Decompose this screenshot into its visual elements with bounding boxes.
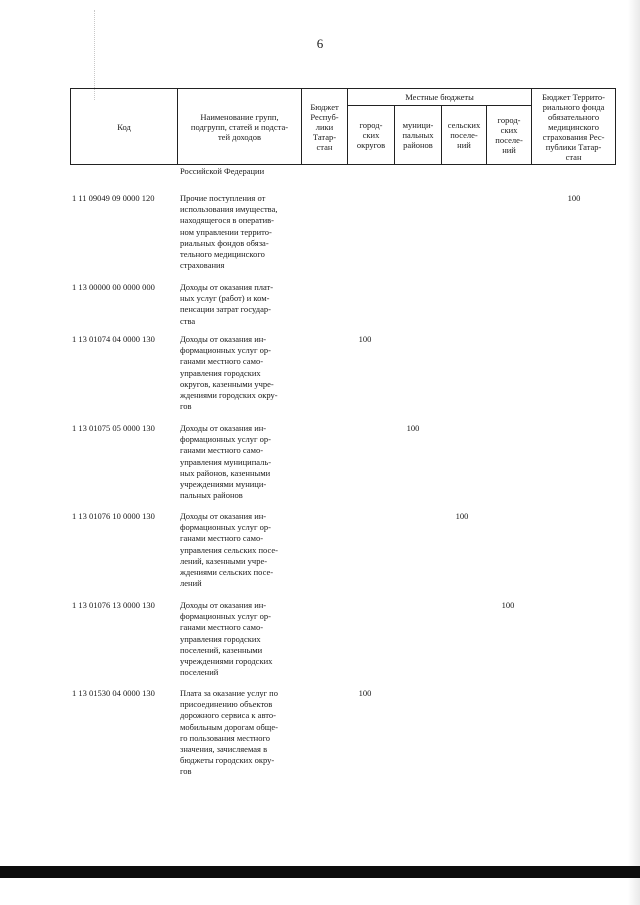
row-code: 1 13 01076 10 0000 130 (72, 511, 155, 521)
row-code: 1 13 00000 00 0000 000 (72, 282, 155, 292)
header-name: Наименование групп, подгрупп, статей и подста- тей доходов (178, 89, 302, 165)
scan-bottom-band (0, 866, 640, 878)
row-name: Доходы от оказания плат- ных услуг (работ) и ком- пенсации затрат государ- ства (180, 282, 274, 326)
header-code: Код (71, 89, 178, 165)
header-rural-settlements: сельских поселе- ний (442, 106, 487, 165)
table-header (70, 88, 616, 165)
scan-artifact (94, 10, 96, 100)
page-edge-shadow (628, 0, 640, 905)
row-value-city-districts: 100 (358, 334, 372, 344)
row-name: Доходы от оказания ин- формационных услуг ор- ганами местного само- управления городских округов, казенными учре- ждениями городских окру- гов (180, 334, 278, 412)
header-city-districts: город- ских округов (348, 106, 395, 165)
row-value-urban-settlements: 100 (501, 600, 515, 610)
row-value-municipal-districts: 100 (406, 423, 420, 433)
page-number: 6 (316, 36, 324, 51)
header-municipal-districts: муници- пальных районов (395, 106, 442, 165)
row-code: 1 13 01530 04 0000 130 (72, 688, 155, 698)
row-code: 1 13 01075 05 0000 130 (72, 423, 155, 433)
row-value-city-districts: 100 (358, 688, 372, 698)
row-name: Доходы от оказания ин- формационных услуг ор- ганами местного само- управления городских поселений, казенными учреждениями городских поселений (180, 600, 273, 678)
header-local-budgets: Местные бюджеты (348, 89, 532, 106)
row-name: Доходы от оказания ин- формационных услуг ор- ганами местного само- управления муниципаль- ных районов, казенными учреждениями муници- пальных районов (180, 423, 272, 501)
header-tfoms: Бюджет Террито- риального фонда обязательного медицинского страхования Рес- публики Татар- стан (532, 89, 616, 165)
row-code: 1 13 01074 04 0000 130 (72, 334, 155, 344)
row-name: Доходы от оказания ин- формационных услуг ор- ганами местного само- управления сельских посе- лений, казенными учре- ждениями сельских посе- лений (180, 511, 278, 589)
row-value-rural-settlements: 100 (455, 511, 469, 521)
row-code: 1 11 09049 09 0000 120 (72, 193, 155, 203)
row-value-tfoms: 100 (567, 193, 581, 203)
header-rt-budget: Бюджет Респуб- лики Татар- стан (302, 89, 348, 165)
continued-text: Российской Федерации (180, 166, 265, 176)
header-urban-settlements: город- ских поселе- ний (487, 106, 532, 165)
row-code: 1 13 01076 13 0000 130 (72, 600, 155, 610)
row-name: Плата за оказание услуг по присоединению объектов дорожного сервиса к авто- мобильным дорогам обще- го пользования местного значения, зачисляемая в бюджеты городских окру- гов (180, 688, 278, 777)
row-name: Прочие поступления от использования имущества, находящегося в оператив- ном управлении террито- риальных фондов обяза- тельного медицинского страхования (180, 193, 278, 271)
